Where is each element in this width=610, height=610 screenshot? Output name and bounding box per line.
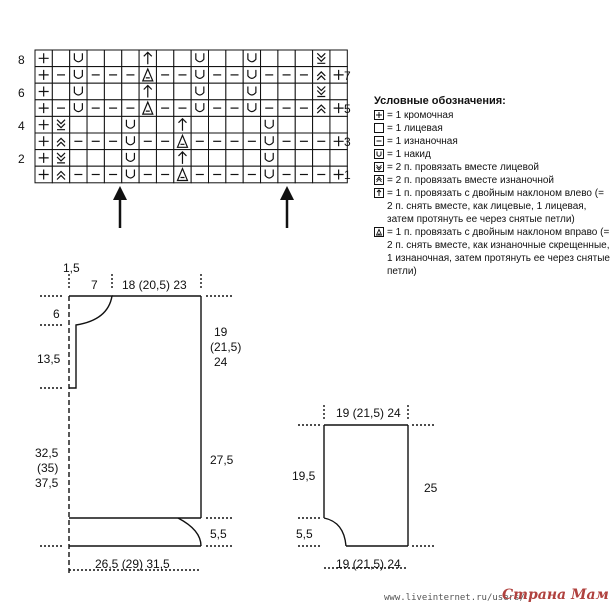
left-double-decrease-icon — [139, 83, 156, 100]
knit-icon — [139, 116, 156, 133]
purl-icon — [70, 133, 87, 150]
knit-icon — [209, 50, 226, 67]
row-number-3: 3 — [344, 135, 351, 149]
purl-icon — [295, 166, 312, 183]
knit-icon — [209, 83, 226, 100]
yarn-over-icon — [243, 83, 260, 100]
purl-icon — [87, 166, 104, 183]
purl-icon — [209, 133, 226, 150]
knit-icon — [226, 116, 243, 133]
knit-icon — [70, 150, 87, 167]
sleeve-pattern — [298, 405, 436, 568]
purl-icon — [139, 166, 156, 183]
yarn-over-icon — [261, 116, 278, 133]
dim-sleeve-bottom: 19 (21,5) 24 — [336, 557, 401, 571]
dim-sleeve-left: 19,5 — [292, 469, 316, 483]
knit-icon — [226, 50, 243, 67]
purl-icon — [295, 133, 312, 150]
knit-icon — [70, 116, 87, 133]
purl-icon — [209, 67, 226, 84]
row-number-8: 8 — [18, 53, 25, 67]
legend-title: Условные обозначения: — [374, 95, 506, 107]
purl-icon — [261, 100, 278, 117]
knit-icon — [330, 50, 347, 67]
knit-icon — [374, 123, 384, 133]
knit-icon — [52, 83, 69, 100]
dim-left-upper: 13,5 — [37, 352, 61, 366]
knit-icon — [104, 150, 121, 167]
brand-logo: Страна Мам — [502, 587, 609, 603]
knit-icon — [104, 50, 121, 67]
knit-icon — [87, 150, 104, 167]
purl-icon — [243, 166, 260, 183]
legend-item — [374, 135, 610, 148]
knit-icon — [226, 150, 243, 167]
purl-icon — [209, 166, 226, 183]
right-double-decrease-icon — [374, 227, 384, 237]
purl-icon — [295, 100, 312, 117]
yarn-over-icon — [122, 116, 139, 133]
yarn-over-icon — [122, 150, 139, 167]
knit-icon — [156, 83, 173, 100]
knit-icon — [226, 83, 243, 100]
knit-icon — [209, 150, 226, 167]
k2tog-icon — [52, 116, 69, 133]
knit-icon — [174, 50, 191, 67]
yarn-over-icon — [261, 150, 278, 167]
yarn-over-icon — [191, 83, 208, 100]
purl-icon — [261, 67, 278, 84]
k2tog-icon — [52, 150, 69, 167]
left-double-decrease-icon — [174, 116, 191, 133]
edge-stitch-icon — [35, 67, 52, 84]
purl-icon — [87, 67, 104, 84]
dim-sleeve-top: 19 (21,5) 24 — [336, 406, 401, 420]
purl-icon — [104, 67, 121, 84]
dim-hem: 5,5 — [210, 527, 227, 541]
knit-icon — [156, 150, 173, 167]
watermark: www.liveinternet.ru/users/ — [384, 593, 525, 603]
knit-icon — [104, 83, 121, 100]
knit-icon — [122, 50, 139, 67]
purl-icon — [156, 67, 173, 84]
repeat-arrow-left — [113, 186, 127, 228]
purl-icon — [209, 100, 226, 117]
dim-right-upper-1: 19 — [214, 325, 228, 339]
purl-icon — [104, 100, 121, 117]
yarn-over-icon — [122, 166, 139, 183]
row-number-2: 2 — [18, 152, 25, 166]
knit-icon — [243, 116, 260, 133]
knit-icon — [122, 83, 139, 100]
p2tog-icon — [52, 133, 69, 150]
legend-item — [374, 161, 610, 174]
yarn-over-icon — [70, 67, 87, 84]
row-number-4: 4 — [18, 119, 25, 133]
knit-icon — [139, 150, 156, 167]
purl-icon — [104, 166, 121, 183]
right-double-decrease-icon — [139, 100, 156, 117]
knit-icon — [295, 116, 312, 133]
edge-stitch-icon — [35, 166, 52, 183]
knit-icon — [313, 116, 330, 133]
legend-item-text: = 1 лицевая — [387, 123, 443, 134]
purl-icon — [226, 67, 243, 84]
p2tog-icon — [313, 67, 330, 84]
purl-icon — [174, 100, 191, 117]
purl-icon — [226, 166, 243, 183]
knit-icon — [156, 50, 173, 67]
row-number-5: 5 — [344, 102, 351, 116]
yarn-over-icon — [261, 166, 278, 183]
k2tog-icon — [374, 162, 384, 172]
knit-icon — [278, 50, 295, 67]
row-number-6: 6 — [18, 86, 25, 100]
yarn-over-icon — [261, 133, 278, 150]
purl-icon — [156, 100, 173, 117]
dim-bottom-width: 26,5 (29) 31,5 — [95, 557, 170, 571]
dim-right-upper-3: 24 — [214, 355, 228, 369]
knit-icon — [278, 83, 295, 100]
right-double-decrease-icon — [174, 133, 191, 150]
purl-icon — [52, 100, 69, 117]
purl-icon — [278, 67, 295, 84]
stitch-chart — [35, 50, 347, 183]
yarn-over-icon — [191, 50, 208, 67]
purl-icon — [278, 166, 295, 183]
purl-icon — [313, 133, 330, 150]
knit-icon — [295, 50, 312, 67]
dim-neck-depth: 6 — [53, 307, 60, 321]
purl-icon — [52, 67, 69, 84]
knit-icon — [330, 83, 347, 100]
purl-icon — [226, 100, 243, 117]
left-double-decrease-icon — [174, 150, 191, 167]
k2tog-icon — [313, 50, 330, 67]
knit-icon — [330, 150, 347, 167]
knit-icon — [104, 116, 121, 133]
knit-icon — [243, 150, 260, 167]
legend-item-text: = 2 п. провязать вместе лицевой — [387, 162, 539, 173]
yarn-over-icon — [70, 100, 87, 117]
dim-top-edge: 1,5 — [63, 261, 80, 275]
purl-icon — [87, 100, 104, 117]
knit-icon — [87, 116, 104, 133]
neckline — [69, 296, 112, 388]
knit-icon — [191, 116, 208, 133]
yarn-over-icon — [70, 83, 87, 100]
knit-icon — [278, 150, 295, 167]
purl-icon — [374, 136, 384, 146]
p2tog-icon — [313, 100, 330, 117]
purl-icon — [70, 166, 87, 183]
knit-icon — [295, 83, 312, 100]
edge-stitch-icon — [374, 110, 384, 120]
left-double-decrease-icon — [374, 188, 384, 198]
dim-right-lower: 27,5 — [210, 453, 234, 467]
legend — [374, 95, 610, 278]
dim-shoulder: 18 (20,5) 23 — [122, 278, 187, 292]
dim-left-lower-2: (35) — [37, 461, 59, 475]
knit-icon — [261, 83, 278, 100]
knit-icon — [313, 150, 330, 167]
dim-left-lower-1: 32,5 — [35, 446, 59, 460]
dim-sleeve-right: 25 — [424, 481, 438, 495]
edge-stitch-icon — [35, 83, 52, 100]
knit-icon — [156, 116, 173, 133]
legend-item — [374, 226, 610, 278]
yarn-over-icon — [243, 100, 260, 117]
repeat-arrow-right — [280, 186, 294, 228]
dim-left-lower-3: 37,5 — [35, 476, 59, 490]
legend-item-text: = 1 кромочная — [387, 110, 454, 121]
legend-item — [374, 122, 610, 135]
dim-right-upper-2: (21,5) — [210, 340, 242, 354]
legend-item-text: = 1 п. провязать с двойным наклоном вправо (= 2 п. снять вместе, как изнаночные скрещенные, 1 изнаночная, затем протянуть ее через снятые петли) — [387, 227, 610, 277]
right-double-decrease-icon — [139, 67, 156, 84]
knit-icon — [87, 50, 104, 67]
row-number-1: 1 — [344, 168, 351, 182]
p2tog-icon — [374, 175, 384, 185]
knit-icon — [261, 50, 278, 67]
k2tog-icon — [313, 83, 330, 100]
knit-icon — [278, 116, 295, 133]
yarn-over-icon — [191, 67, 208, 84]
yarn-over-icon — [70, 50, 87, 67]
purl-icon — [139, 133, 156, 150]
yarn-over-icon — [122, 133, 139, 150]
knit-icon — [209, 116, 226, 133]
purl-icon — [226, 133, 243, 150]
yarn-over-icon — [243, 67, 260, 84]
left-double-decrease-icon — [139, 50, 156, 67]
knit-icon — [295, 150, 312, 167]
yarn-over-icon — [191, 100, 208, 117]
purl-icon — [156, 166, 173, 183]
edge-stitch-icon — [35, 100, 52, 117]
edge-stitch-icon — [35, 116, 52, 133]
knit-icon — [191, 150, 208, 167]
knit-icon — [174, 83, 191, 100]
purl-icon — [156, 133, 173, 150]
legend-item — [374, 174, 610, 187]
body-dimensions — [35, 261, 241, 571]
legend-items — [374, 109, 610, 278]
legend-item-text: = 1 изнаночная — [387, 136, 458, 147]
dim-neck-width: 7 — [91, 278, 98, 292]
purl-icon — [174, 67, 191, 84]
purl-icon — [313, 166, 330, 183]
edge-stitch-icon — [35, 150, 52, 167]
purl-icon — [122, 67, 139, 84]
purl-icon — [278, 100, 295, 117]
purl-icon — [278, 133, 295, 150]
legend-item — [374, 109, 610, 122]
purl-icon — [122, 100, 139, 117]
edge-stitch-icon — [35, 133, 52, 150]
p2tog-icon — [52, 166, 69, 183]
purl-icon — [243, 133, 260, 150]
legend-item-text: = 1 накид — [387, 149, 431, 160]
legend-item — [374, 187, 610, 226]
purl-icon — [87, 133, 104, 150]
knit-icon — [52, 50, 69, 67]
purl-icon — [191, 166, 208, 183]
legend-item-text: = 2 п. провязать вместе изнаночной — [387, 175, 555, 186]
purl-icon — [104, 133, 121, 150]
right-double-decrease-icon — [174, 166, 191, 183]
knit-icon — [87, 83, 104, 100]
body-pattern — [40, 274, 232, 574]
legend-item-text: = 1 п. провязать с двойным наклоном влево (= 2 п. снять вместе, как лицевые, 1 лицевая, затем протянуть ее через снятые петли) — [387, 188, 604, 225]
legend-item — [374, 148, 610, 161]
row-number-7: 7 — [344, 69, 351, 83]
knit-icon — [330, 116, 347, 133]
purl-icon — [295, 67, 312, 84]
dim-sleeve-cuff: 5,5 — [296, 527, 313, 541]
purl-icon — [191, 133, 208, 150]
yarn-over-icon — [374, 149, 384, 159]
yarn-over-icon — [243, 50, 260, 67]
edge-stitch-icon — [35, 50, 52, 67]
